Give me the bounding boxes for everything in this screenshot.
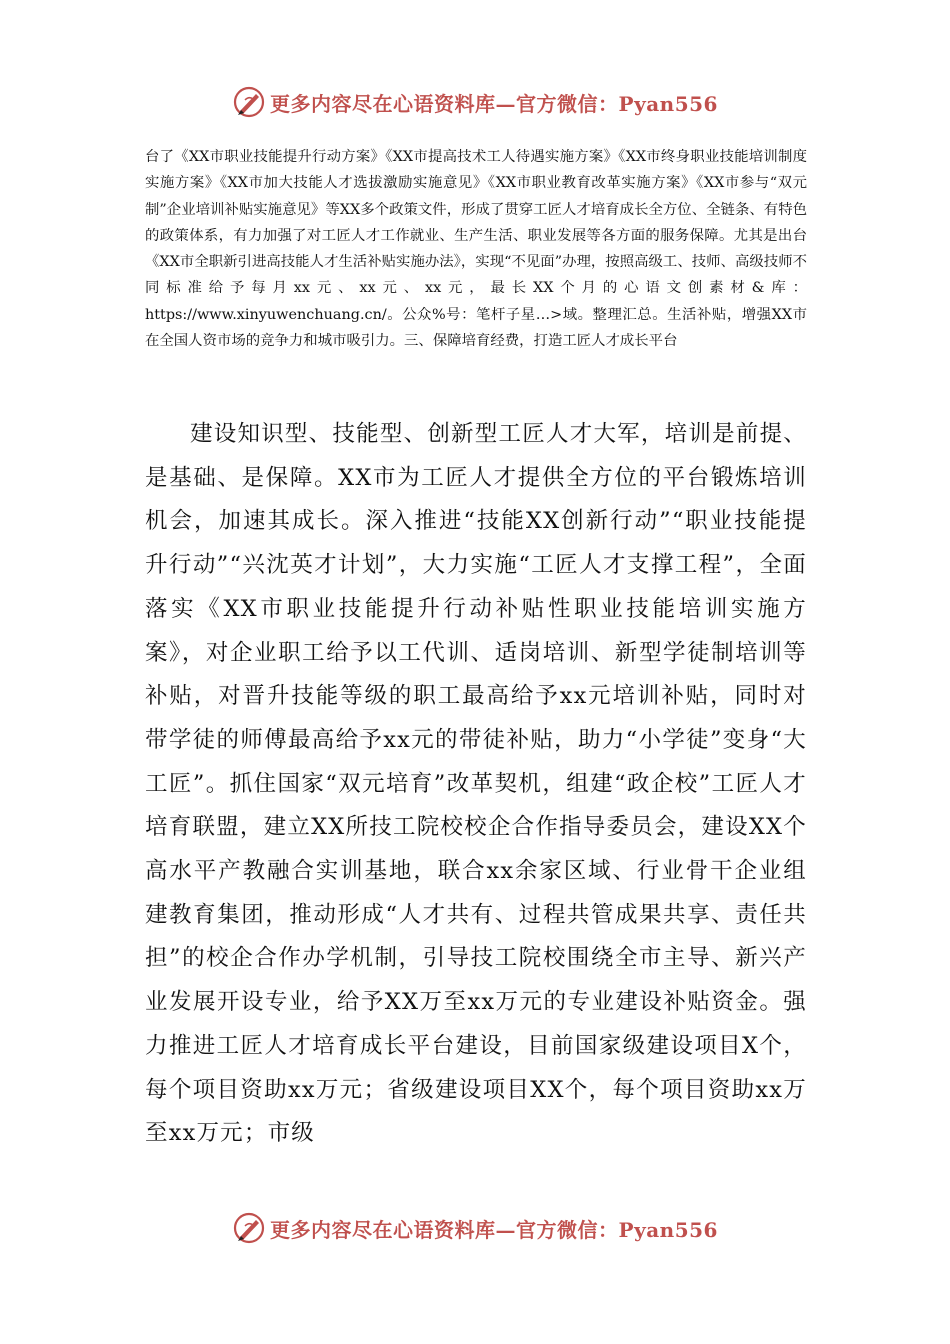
main-paragraph: 建设知识型、技能型、创新型工匠人才大军，培训是前提、是基础、是保障。XX市为工匠人才提供全方位的平台锻炼培训机会，加速其成长。深入推进“技能XX创新行动”“职业技能提升行动”“兴沈英才计划”，大力实施“工匠人才支撑工程”，全面落实《XX市职业技能提升行动补贴性职业技能培训实施方案》，对企业职工给予以工代训、适岗培训、新型学徒制培训等补贴，对晋升技能等级的职工最高给予xx元培训补贴，同时对带学徒的师傅最高给予xx元的带徒补贴，助力“小学徒”变身“大工匠”。抓住国家“双元培育”改革契机，组建“政企校”工匠人才培育联盟，建立XX所技工院校校企合作指导委员会，建设XX个高水平产教融合实训基地，联合xx余家区域、行业骨干企业组建教育集团，推动形成“人才共有、过程共管成果共享、责任共担”的校企合作办学机制，引导技工院校围绕全市主导、新兴产业发展开设专业，给予XX万至xx万元的专业建设补贴资金。强力推进工匠人才培育成长平台建设，目前国家级建设项目X个，每个项目资助xx万元；省级建设项目XX个，每个项目资助xx万至xx万元；市级	[145, 421, 807, 1147]
header-banner-text: 更多内容尽在心语资料库—官方微信：Pyan556	[270, 91, 718, 116]
footer-banner-text: 更多内容尽在心语资料库—官方微信：Pyan556	[270, 1217, 718, 1242]
header-banner	[0, 82, 950, 122]
pen-logo-icon	[232, 1211, 266, 1245]
continued-paragraph: 台了《XX市职业技能提升行动方案》《XX市提高技术工人待遇实施方案》《XX市终身职业技能培训制度实施方案》《XX市加大技能人才选拔激励实施意见》《XX市职业教育改革实施方案》《XX市参与“双元制”企业培训补贴实施意见》等XX多个政策文件，形成了贯穿工匠人才培育成长全方位、全链条、有特色的政策体系，有力加强了对工匠人才工作就业、生产生活、职业发展等各方面的服务保障。尤其是出台《XX市全职新引进高技能人才生活补贴实施办法》，实现“不见面”办理，按照高级工、技师、高级技师不同标准给予每月xx元、xx元、xx元，最长XX个月的心语文创素材&库：https://www.xinyuwenchuang.cn/。公众%号：笔杆子星…>域。整理汇总。生活补贴，增强XX市在全国人资市场的竞争力和城市吸引力。三、保障培育经费，打造工匠人才成长平台	[145, 149, 807, 350]
footer-banner	[0, 1208, 950, 1248]
pen-logo-icon	[232, 85, 266, 119]
